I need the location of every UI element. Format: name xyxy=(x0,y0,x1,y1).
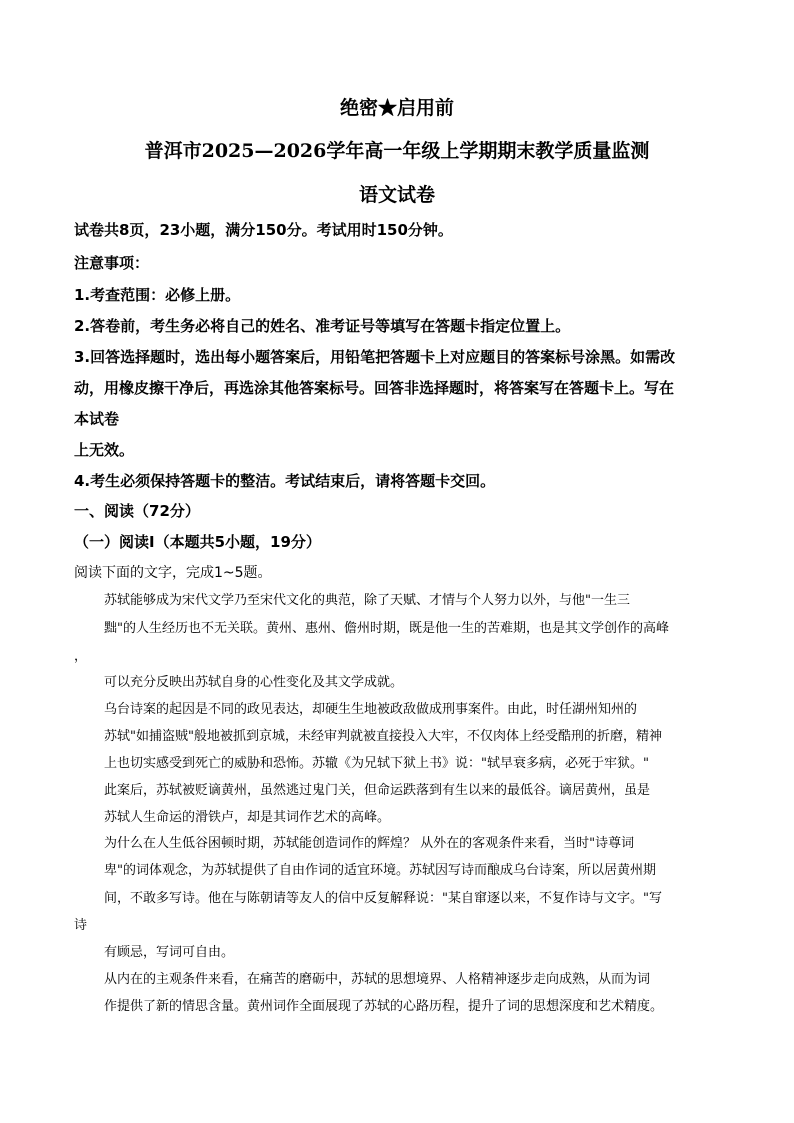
note-3-line-2: 动，用橡皮擦干净后，再选涂其他答案标号。回答非选择题时，将答案写在答题卡上。写在 xyxy=(74,379,675,397)
note-2: 2.答卷前，考生务必将自己的姓名、准考证号等填写在答题卡指定位置上。 xyxy=(74,317,571,335)
passage-line: 可以充分反映出苏轼自身的心性变化及其文学成就。 xyxy=(104,675,404,690)
passage-line: 乌台诗案的起因是不同的政见表达，却硬生生地被政敌做成刑事案件。由此，时任湖州知州的 xyxy=(104,702,638,717)
passage-line: 间，不敢多写诗。他在与陈朝请等友人的信中反复解释说："某自窜逐以来，不复作诗与文字。"写 xyxy=(104,891,662,906)
exam-summary: 试卷共8页，23小题，满分150分。考试用时150分钟。 xyxy=(74,221,453,239)
passage-line: 上也切实感受到死亡的威胁和恐怖。苏辙《为兄轼下狱上书》说："轼早衰多病，必死于牢狱。" xyxy=(104,756,649,771)
secret-mark: 绝密★启用前 xyxy=(339,97,454,119)
note-3-line-3: 本试卷 xyxy=(74,410,120,428)
note-3-line-4: 上无效。 xyxy=(74,441,135,459)
subsection-1-heading: （一）阅读Ⅰ（本题共5小题，19分） xyxy=(74,533,321,551)
note-1: 1.考查范围：必修上册。 xyxy=(74,286,241,304)
passage-line: 苏轼"如捕盗贼"般地被抓到京城，未经审判就被直接投入大牢，不仅肉体上经受酷刑的折磨，精神 xyxy=(104,729,662,744)
passage-line: 苏轼人生命运的滑铁卢，却是其词作艺术的高峰。 xyxy=(104,810,391,825)
passage-line: ， xyxy=(74,649,88,664)
passage-line: 有顾忌，写词可自由。 xyxy=(104,945,235,960)
passage-line: 卑"的词体观念，为苏轼提供了自由作词的适宜环境。苏轼因写诗而酿成乌台诗案，所以居黄州期 xyxy=(104,863,656,878)
exam-title: 普洱市2025—2026学年高一年级上学期期末教学质量监测 xyxy=(144,140,650,162)
subject-title: 语文试卷 xyxy=(358,184,435,206)
reading-instruction: 阅读下面的文字，完成1~5题。 xyxy=(74,565,272,581)
passage-line: 此案后，苏轼被贬谪黄州，虽然逃过鬼门关，但命运跌落到有生以来的最低谷。谪居黄州，虽是 xyxy=(104,783,651,798)
passage-line: 从内在的主观条件来看，在痛苦的磨砺中，苏轼的思想境界、人格精神逐步走向成熟，从而为词 xyxy=(104,972,651,987)
passage-line: 为什么在人生低谷困顿时期，苏轼能创造词作的辉煌？ 从外在的客观条件来看，当时"诗尊词 xyxy=(104,836,635,851)
passage-line: 诗 xyxy=(74,918,88,933)
passage-line: 黜"的人生经历也不无关联。黄州、惠州、儋州时期，既是他一生的苦难期，也是其文学创作的高峰 xyxy=(104,621,669,636)
note-3-line-1: 3.回答选择题时，选出每小题答案后，用铅笔把答题卡上对应题目的答案标号涂黑。如需改 xyxy=(74,348,676,366)
passage-line: 作提供了新的情思含量。黄州词作全面展现了苏轼的心路历程，提升了词的思想深度和艺术精度。 xyxy=(104,999,664,1014)
passage-line: 苏轼能够成为宋代文学乃至宋代文化的典范，除了天赋、才情与个人努力以外，与他"一生三 xyxy=(104,593,630,608)
notes-heading: 注意事项： xyxy=(74,254,150,272)
note-4: 4.考生必须保持答题卡的整洁。考试结束后，请将答题卡交回。 xyxy=(74,472,496,490)
part-1-heading: 一、阅读（72分） xyxy=(74,502,200,520)
